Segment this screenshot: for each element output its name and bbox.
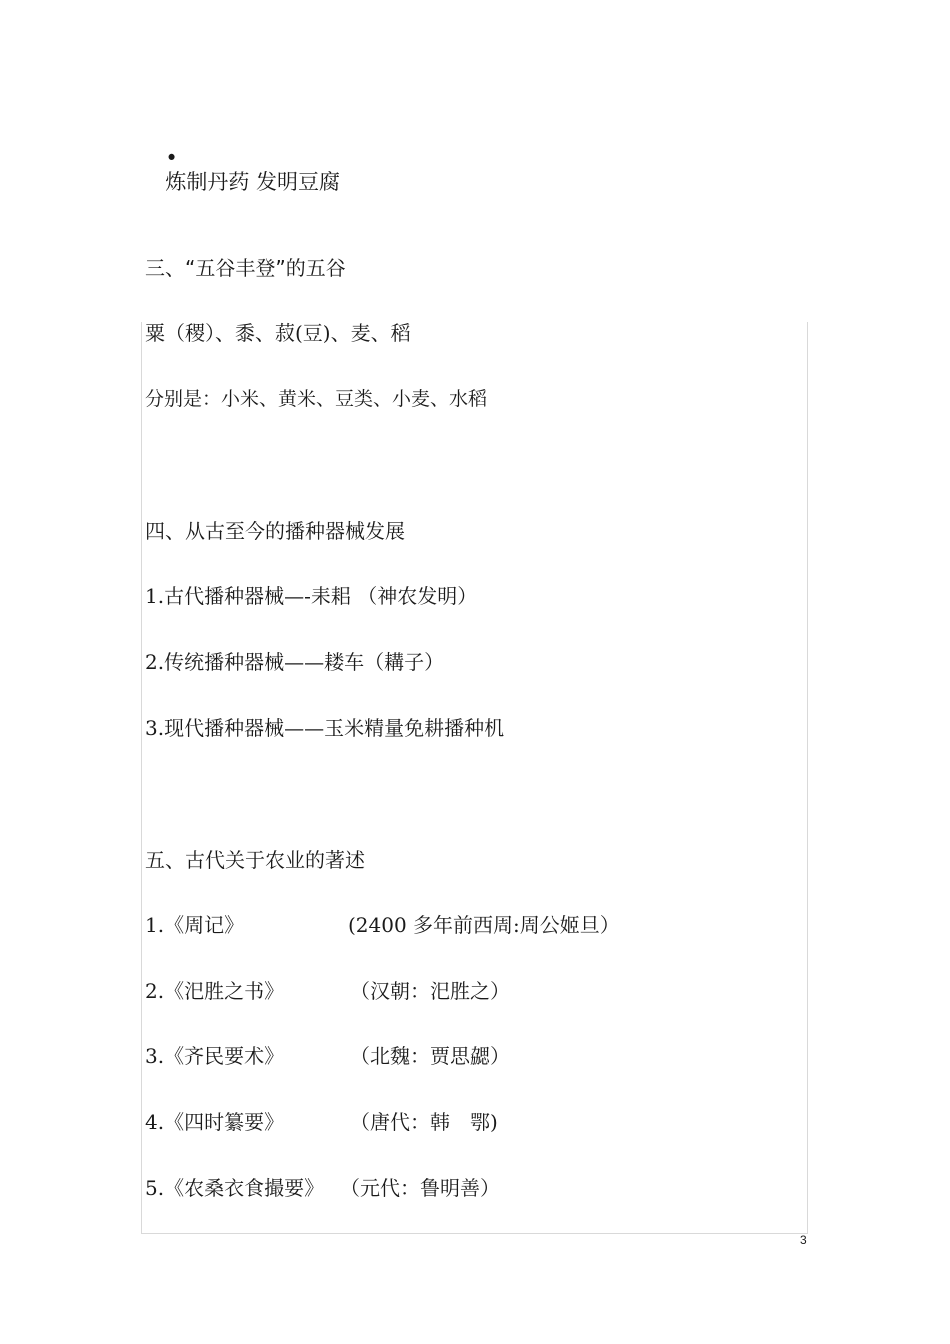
bullet-marker: • xyxy=(165,146,178,170)
book-title: 5.《农桑衣食撮要》 xyxy=(145,1176,325,1200)
section-3-heading: 三、“五谷丰登”的五谷 xyxy=(145,256,346,280)
page-number: 3 xyxy=(800,1233,807,1247)
section-4-heading: 四、从古至今的播种器械发展 xyxy=(145,519,405,543)
section-5-item xyxy=(145,1176,765,1248)
book-title: 4.《四时纂要》 xyxy=(145,1110,285,1134)
book-title: 2.《汜胜之书》 xyxy=(145,979,285,1003)
section-5-item xyxy=(145,1044,765,1116)
section-4-item: 3.现代播种器械——玉米精量免耕播种机 xyxy=(145,716,505,740)
book-author-note: （唐代：韩 鄂) xyxy=(350,1110,498,1134)
book-author-note: （北魏：贾思勰） xyxy=(350,1044,510,1068)
bullet-item xyxy=(152,122,340,194)
section-4-item: 2.传统播种器械——耧车（耩子） xyxy=(145,650,445,674)
book-title: 1.《周记》 xyxy=(145,913,245,937)
section-5-item xyxy=(145,913,765,985)
section-4-item: 1.古代播种器械—-耒耜 （神农发明） xyxy=(145,584,478,608)
bullet-text: 炼制丹药 发明豆腐 xyxy=(165,170,341,194)
book-author-note: （元代：鲁明善） xyxy=(340,1176,500,1200)
book-author-note: (2400 多年前西周:周公姬旦） xyxy=(348,913,620,937)
book-author-note: （汉朝：汜胜之） xyxy=(350,979,510,1003)
section-3-grains: 粟（稷）、黍、菽(豆)、麦、稻 xyxy=(145,321,411,345)
section-5-item xyxy=(145,979,765,1051)
section-5-heading: 五、古代关于农业的著述 xyxy=(145,848,365,872)
section-5-item xyxy=(145,1110,765,1182)
book-title: 3.《齐民要术》 xyxy=(145,1044,285,1068)
section-3-grains-explained: 分别是：小米、黄米、豆类、小麦、水稻 xyxy=(145,388,488,410)
